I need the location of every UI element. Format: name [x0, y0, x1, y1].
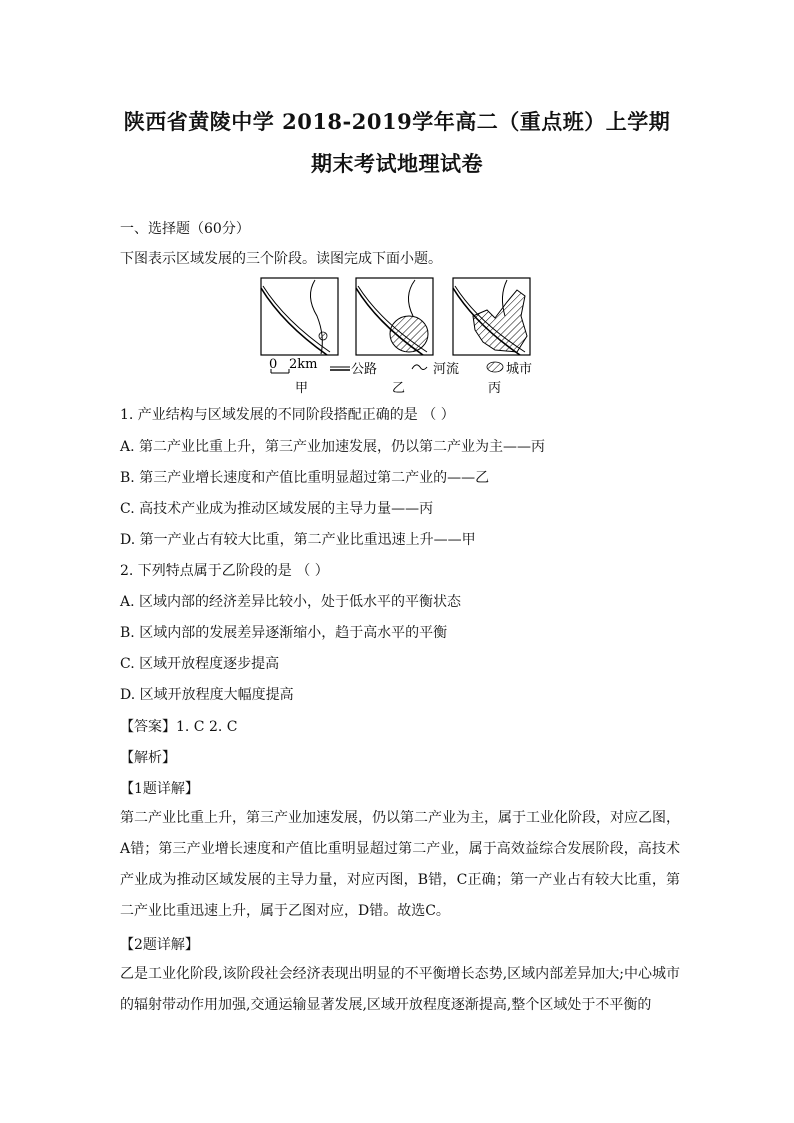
scale-label: 2km — [289, 357, 318, 372]
q2-option-d: D. 区域开放程度大幅度提高 — [120, 687, 294, 703]
stage-label-yi: 乙 — [392, 381, 406, 396]
scale-bar — [269, 357, 317, 373]
legend-city — [487, 362, 532, 377]
detail2-label: 【2题详解】 — [120, 937, 199, 953]
q1-option-b: B. 第三产业增长速度和产值比重明显超过第二产业的——乙 — [120, 470, 490, 486]
analysis-label: 【解析】 — [120, 750, 176, 766]
legend-road-label: 公路 — [351, 362, 378, 377]
legend-river — [412, 361, 459, 377]
doc-title-line2: 期末考试地理试卷 — [311, 151, 483, 176]
q1-stem: 1. 产业结构与区域发展的不同阶段搭配正确的是 （ ） — [120, 407, 455, 423]
detail2-text: 乙是工业化阶段,该阶段社会经济表现出明显的不平衡增长态势,区域内部差异加大;中心城市的辐射带动作用加强,交通运输显著发展,区域开放程度逐渐提高,整个区域处于不平衡的 — [120, 966, 680, 1013]
detail1-text: 第二产业比重上升，第三产业加速发展，仍以第二产业为主，属于工业化阶段，对应乙图，A错；第三产业增长速度和产值比重明显超过第二产业，属于高效益综合发展阶段，高技术产业成为推动区域发展的主导力量，对应丙图，B错，C正确；第一产业占有较大比重，第二产业比重迅速上升，属于乙图对应，D错。故选C。 — [120, 810, 680, 919]
panel-jia — [261, 278, 338, 355]
q2-stem: 2. 下列特点属于乙阶段的是 （ ） — [120, 563, 329, 579]
doc-title-line1: 陕西省黄陵中学 2018-2019学年高二（重点班）上学期 — [123, 109, 671, 134]
region-stage-figure — [255, 276, 545, 401]
legend-city-label: 城市 — [506, 362, 533, 377]
stage-label-bing: 丙 — [488, 381, 502, 396]
stage-label-jia: 甲 — [295, 381, 309, 396]
answer: 【答案】1. C 2. C — [120, 719, 238, 735]
panel-bing — [453, 278, 530, 355]
section-heading: 一、选择题（60分） — [120, 221, 250, 237]
intro-text: 下图表示区域发展的三个阶段。读图完成下面小题。 — [120, 251, 442, 267]
detail1-label: 【1题详解】 — [120, 781, 199, 797]
scale-zero: 0 — [269, 357, 278, 372]
q1-option-c: C. 高技术产业成为推动区域发展的主导力量——丙 — [120, 501, 434, 517]
legend-river-label: 河流 — [433, 362, 460, 377]
q1-option-d: D. 第一产业占有较大比重，第二产业比重迅速上升——甲 — [120, 532, 476, 548]
city-large — [473, 290, 527, 352]
q2-option-b: B. 区域内部的发展差异逐渐缩小，趋于高水平的平衡 — [120, 625, 448, 641]
q1-option-a: A. 第二产业比重上升，第三产业加速发展，仍以第二产业为主——丙 — [120, 439, 546, 455]
panel-yi — [356, 278, 433, 355]
city-small — [319, 332, 327, 340]
legend-road — [330, 362, 377, 377]
q2-option-a: A. 区域内部的经济差异比较小，处于低水平的平衡状态 — [120, 594, 462, 610]
q2-option-c: C. 区域开放程度逐步提高 — [120, 656, 280, 672]
